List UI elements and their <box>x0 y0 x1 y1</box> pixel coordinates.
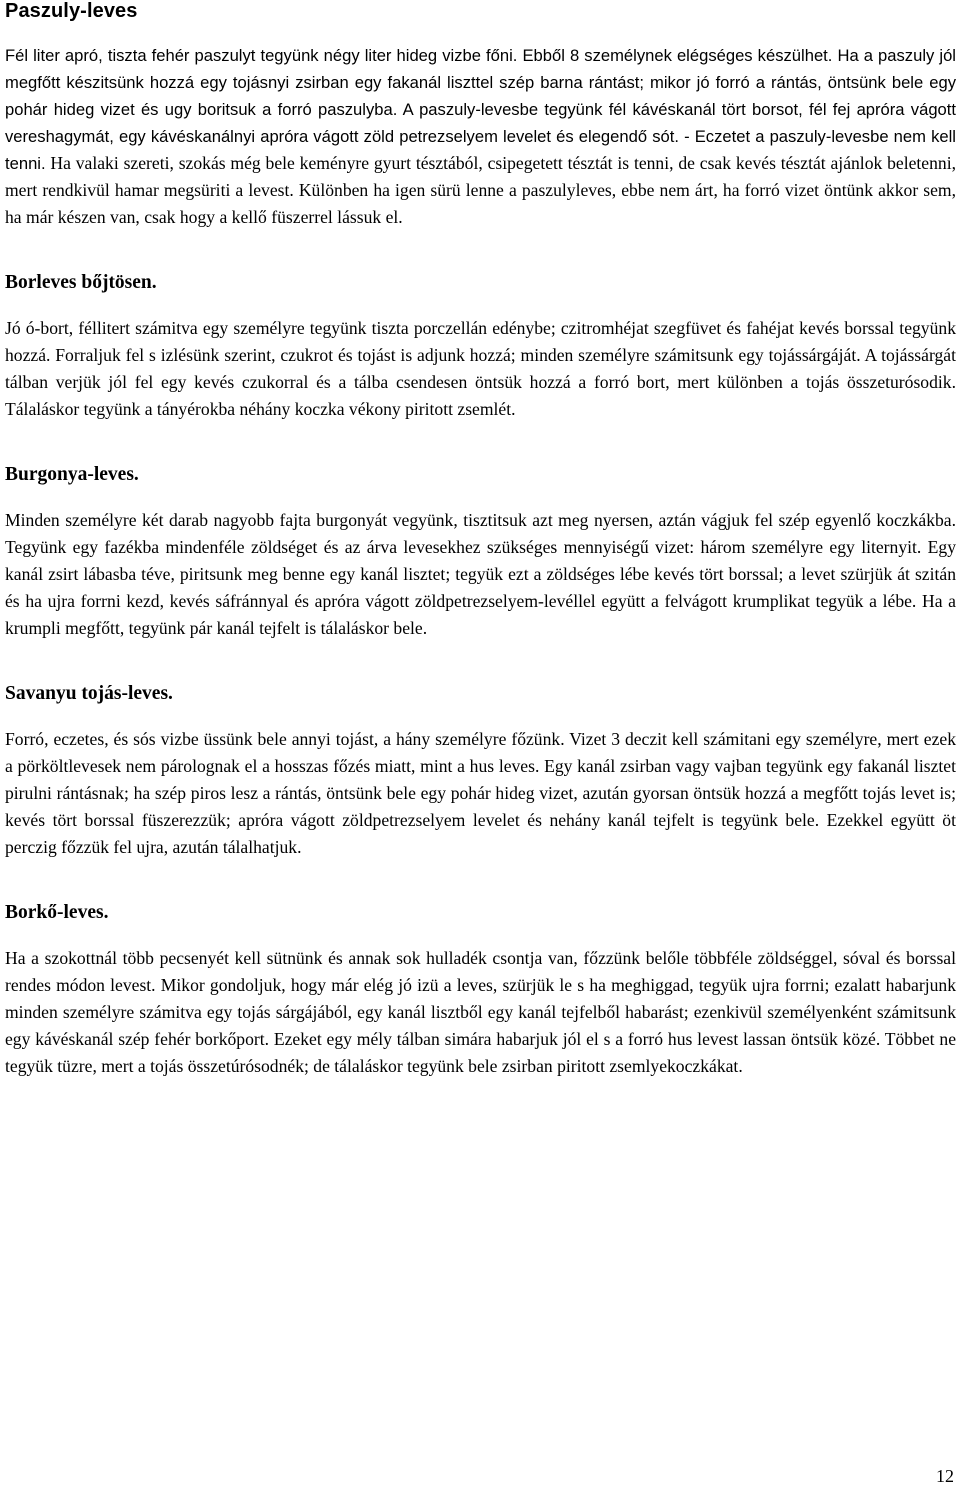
recipe-text <box>5 42 956 231</box>
recipe-title: Paszuly-leves <box>5 0 138 22</box>
recipe-text-part-sans: Fél liter apró, tiszta fehér paszulyt tegyünk négy liter hideg vizbe főni. Ebből 8 személynek elégséges készülhet. Ha a paszuly jól megfőtt készitsünk hozzá egy tojásnyi zsirban egy fakanál liszttel szép barna rántást; mikor jó forró a rántás, öntsünk bele egy pohár hideg vizet és ugy boritsuk a forró paszulyba. A paszuly-levesbe tegyünk fél kávéskanál tört borsot, fél fej apróra vágott vereshagymát, egy kávéskanálnyi apróra vágott zöld petrezselyem levelet és elegendő sót. - Eczetet a paszuly-levesbe nem kell tenni. <box>5 46 956 173</box>
page-number: 12 <box>936 1466 954 1486</box>
recipe-paszuly-leves <box>5 0 956 231</box>
recipe-text: Jó ó-bort, féllitert számitva egy személyre tegyünk tiszta porczellán edénybe; czitromhéjat szegfüvet és fahéjat kevés borssal tegyünk hozzá. Forraljuk fel s izlésünk szerint, czukrot és tojást is adjunk hozzá; minden személyre számitsunk egy tojássárgáját. A tojássárgát tálban verjük jól fel egy kevés czukorral és a tálba csendesen öntsük hozzá a forró bort, mert különben a tojás összeturósodik. Tálaláskor tegyünk a tányérokba néhány koczka vékony piritott zsemlét. <box>5 318 956 419</box>
recipe-text: Ha a szokottnál több pecsenyét kell sütnünk és annak sok hulladék csontja van, főzzünk belőle többféle zöldséggel, sóval és borssal rendes módon levest. Mikor gondoljuk, hogy már elég jó izü a leves, szürjük le s ha meghiggad, tegyük ujra forrni; ezalatt habarjunk minden személyre számitva egy tojás sárgájából, egy kanál lisztből egy kanál tejfelből habarást; ezenkivül személyenként számitsunk egy kávéskanál szép fehér borkőport. Ezeket egy mély tálban simára habarjuk jól el s a forró hus levest lassan öntsük közé. Többet ne tegyük tüzre, mert a tojás összetúrósodnék; de tálaláskor tegyünk bele zsirban piritott zsemlyekoczkákat. <box>5 948 956 1076</box>
recipe-text: Forró, eczetes, és sós vizbe üssünk bele annyi tojást, a hány személyre főzünk. Vizet 3 deczit kell számitani egy személyre, mert ezek a pörköltlevesek nem párolognak el a hosszas főzés miatt, mint a hus leves. Egy kanál zsirban vagy vajban tegyünk egy fakanál lisztet pirulni rántásnak; ha szép piros lesz a rántás, öntsünk bele egy pohár hideg vizet, azután gyorsan öntsük hozzá a megfőtt tojás levet is; kevés tört borssal füszerezzük; apróra vágott zöldpetrezselyem levelet és nehány kanál tejfelt is tegyünk bele. Ezekkel együtt öt perczig főzzük fel ujra, azután tálalhatjuk. <box>5 729 956 857</box>
document-page <box>5 0 956 1080</box>
recipe-savanyu-tojas-leves <box>5 683 956 861</box>
recipe-burgonya-leves <box>5 464 956 642</box>
recipe-borleves <box>5 272 956 423</box>
recipe-text-part-serif: Ha valaki szereti, szokás még bele keményre gyurt tésztából, csipegetett tésztát is tenni, de csak kevés tésztát ajánlok beletenni, mert rendkivül hamar megsüriti a levest. Különben ha igen sürü lenne a paszulyleves, ebbe nem árt, ha forró vizet öntünk akkor sem, ha már készen van, csak hogy a kellő füszerrel lássuk el. <box>5 153 956 227</box>
recipe-title: Burgonya-leves. <box>5 464 139 485</box>
recipe-title: Borkő-leves. <box>5 902 109 923</box>
recipe-title: Borleves bőjtösen. <box>5 272 157 293</box>
recipe-text: Minden személyre két darab nagyobb fajta burgonyát vegyünk, tisztitsuk azt meg nyersen, aztán vágjuk fel szép egyenlő koczkákba. Tegyünk egy fazékba mindenféle zöldséget és az árva levesekhez szükséges mennyiségű vizet: három személyre egy liternyit. Egy kanál zsirt lábasba téve, piritsunk meg benne egy kanál lisztet; tegyük ezt a zöldséges lébe kevés tört borssal; a levet szürjük át szitán és ha ujra forrni kezd, kevés sáfránnyal és apróra vágott zöldpetrezselyem-levéllel együtt a felvágott krumplikat tegyük a lébe. Ha a krumpli megfőtt, tegyünk pár kanál tejfelt is tálaláskor bele. <box>5 510 956 638</box>
recipe-borko-leves <box>5 902 956 1080</box>
recipe-title: Savanyu tojás-leves. <box>5 683 173 704</box>
